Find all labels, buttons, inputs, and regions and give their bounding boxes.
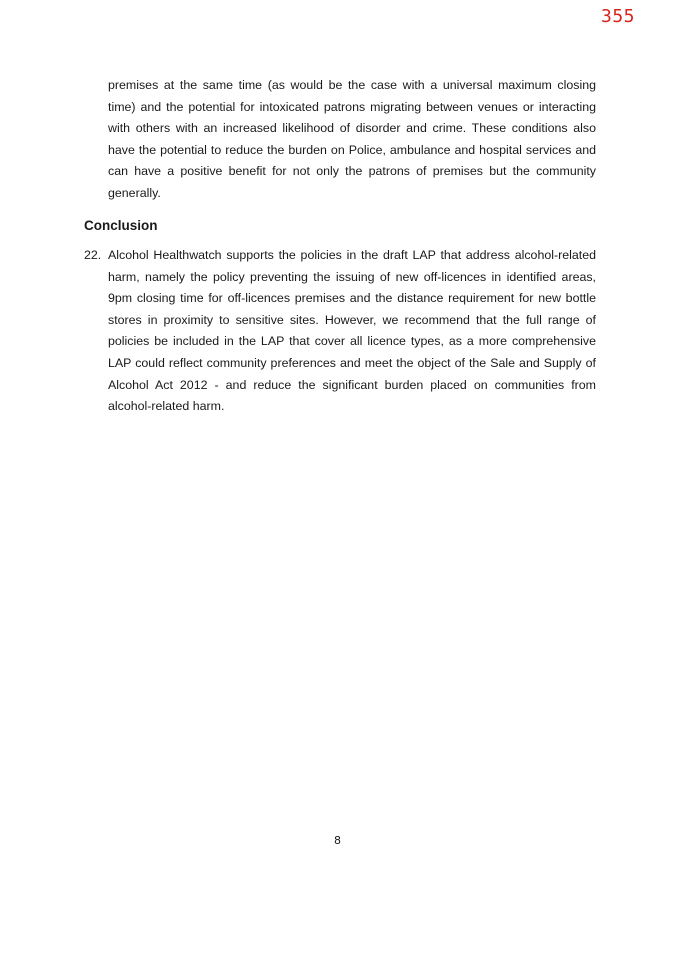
paragraph-number: 22. [84,248,102,262]
page-footer-number: 8 [334,834,341,847]
page-stamp-number: 355 [600,6,635,27]
section-heading-conclusion: Conclusion [84,218,158,233]
numbered-paragraph-22 [84,245,596,418]
paragraph-text: Alcohol Healthwatch supports the policies in the draft LAP that address alcohol-related harm, namely the policy preventing the issuing of new off-licences in identified areas, 9pm closing time for off-licences premises and the distance requirement for new bottle stores in proximity to sensitive sites. However, we recommend that the full range of policies be included in the LAP that cover all licence types, as a more comprehensive LAP could reflect community preferences and meet the object of the Sale and Supply of Alcohol Act 2012 - and reduce the significant burden placed on communities from alcohol-related harm. [108,248,596,414]
continued-paragraph: premises at the same time (as would be the case with a universal maximum closing time) and the potential for intoxicated patrons migrating between venues or interacting with others with an increased likelihood of disorder and crime. These conditions also have the potential to reduce the burden on Police, ambulance and hospital services and can have a positive benefit for not only the patrons of premises but the community generally. [108,78,596,200]
